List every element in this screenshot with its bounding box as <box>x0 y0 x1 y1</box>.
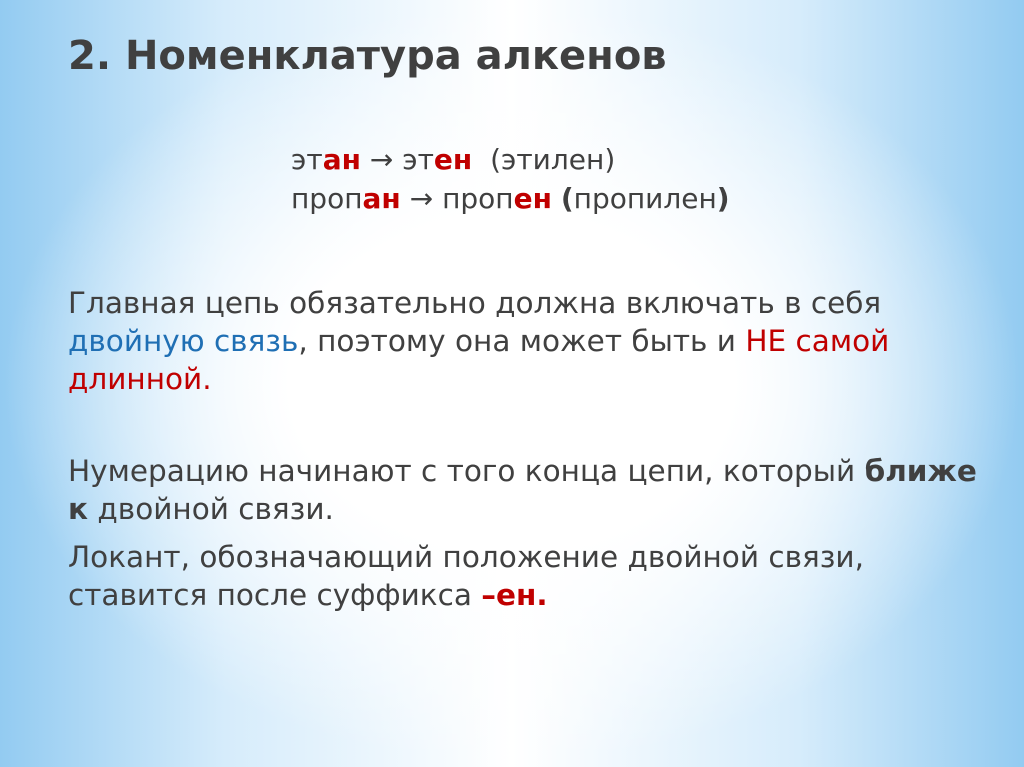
closer-to-emphasis: ближе к <box>68 454 977 526</box>
double-bond-highlight: двойную связь <box>68 324 299 358</box>
reactant-suffix: ан <box>322 143 361 176</box>
rule-text: Главная цепь обязательно должна включать в себя <box>68 286 882 320</box>
reactant-stem: эт <box>291 143 323 176</box>
reactant-suffix: ан <box>362 182 401 215</box>
paren-open: ( <box>560 182 574 215</box>
slide-title: 2. Номенклатура алкенов <box>68 33 667 79</box>
trivial-name: этилен <box>501 143 605 176</box>
rule-text: Локант, обозначающий положение двойной связи, ставится после суффикса <box>68 540 864 612</box>
rule-text: Нумерацию начинают с того конца цепи, который <box>68 454 865 488</box>
reaction-ethane-ethene <box>291 143 615 177</box>
rule-main-chain <box>68 284 988 398</box>
reactant-stem: проп <box>291 182 363 215</box>
reaction-propane-propene <box>291 182 730 216</box>
rule-locant <box>68 538 988 614</box>
trivial-name: пропилен <box>573 182 717 215</box>
rule-text: , поэтому она может быть и <box>298 324 746 358</box>
rule-text: двойной связи. <box>88 492 334 526</box>
product-stem: эт <box>402 143 434 176</box>
paren-close: ) <box>716 182 730 215</box>
rule-numbering <box>68 452 988 528</box>
paren-open: ( <box>490 143 501 176</box>
product-suffix: ен <box>513 182 552 215</box>
arrow-icon: → <box>409 182 434 215</box>
arrow-icon: → <box>369 143 394 176</box>
product-stem: проп <box>442 182 514 215</box>
not-longest-highlight: НЕ самой длинной. <box>68 324 890 396</box>
product-suffix: ен <box>433 143 473 176</box>
suffix-highlight: –ен. <box>481 578 548 612</box>
paren-close: ) <box>604 143 616 176</box>
